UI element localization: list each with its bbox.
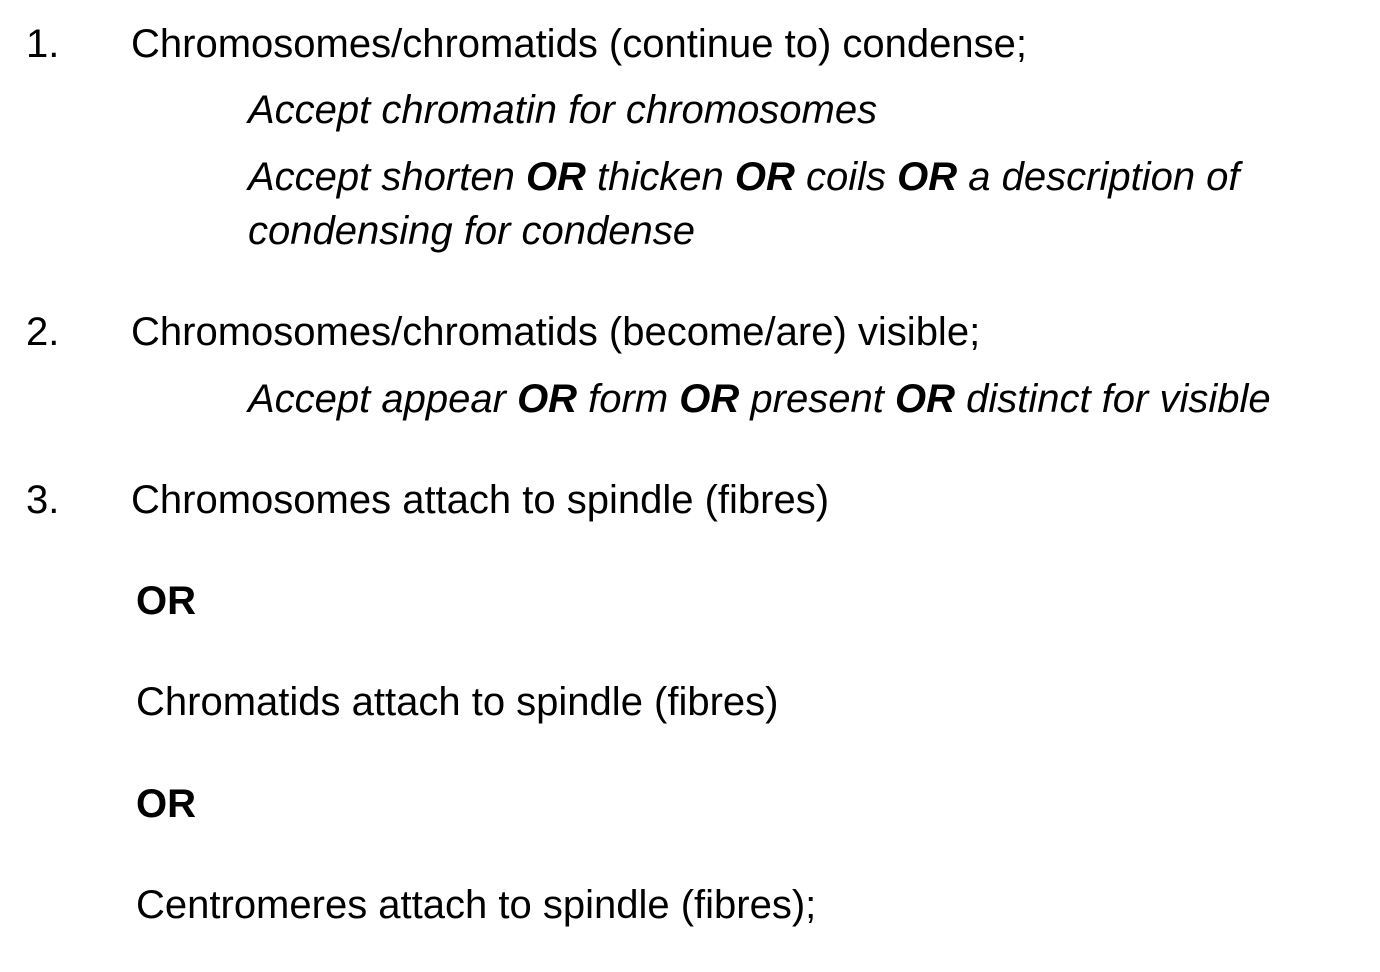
or-keyword: OR — [679, 377, 740, 421]
note-text: Accept shorten — [248, 155, 526, 199]
item-3-text: Chromosomes attach to spindle (fibres) — [131, 478, 830, 522]
note-text: a description of — [957, 155, 1240, 199]
item-1-note-2-continued: condensing for condense — [248, 209, 695, 253]
note-text: thicken — [585, 155, 735, 199]
item-3-number: 3. — [26, 478, 60, 522]
item-3-alternative-2: Centromeres attach to spindle (fibres); — [136, 883, 817, 927]
item-1-note-1: Accept chromatin for chromosomes — [248, 88, 878, 132]
item-3-alternative-1: Chromatids attach to spindle (fibres) — [136, 680, 779, 724]
note-text: coils — [794, 155, 898, 199]
item-1-note-2 — [248, 157, 1240, 197]
item-2-number: 2. — [26, 310, 60, 354]
or-keyword: OR — [897, 155, 958, 199]
note-text: present — [739, 377, 895, 421]
note-text: Accept appear — [248, 377, 518, 421]
item-2-text: Chromosomes/chromatids (become/are) visible; — [131, 310, 981, 354]
item-1-text: Chromosomes/chromatids (continue to) condense; — [131, 22, 1027, 66]
or-keyword: OR — [517, 377, 578, 421]
item-2-note-1 — [248, 379, 1271, 419]
note-text: distinct for visible — [954, 377, 1271, 421]
or-keyword: OR — [525, 155, 586, 199]
note-text: form — [577, 377, 680, 421]
item-3-or-separator-1: OR — [136, 579, 196, 623]
item-1-number: 1. — [26, 22, 60, 66]
or-keyword: OR — [894, 377, 955, 421]
or-keyword: OR — [734, 155, 795, 199]
item-3-or-separator-2: OR — [136, 782, 196, 826]
